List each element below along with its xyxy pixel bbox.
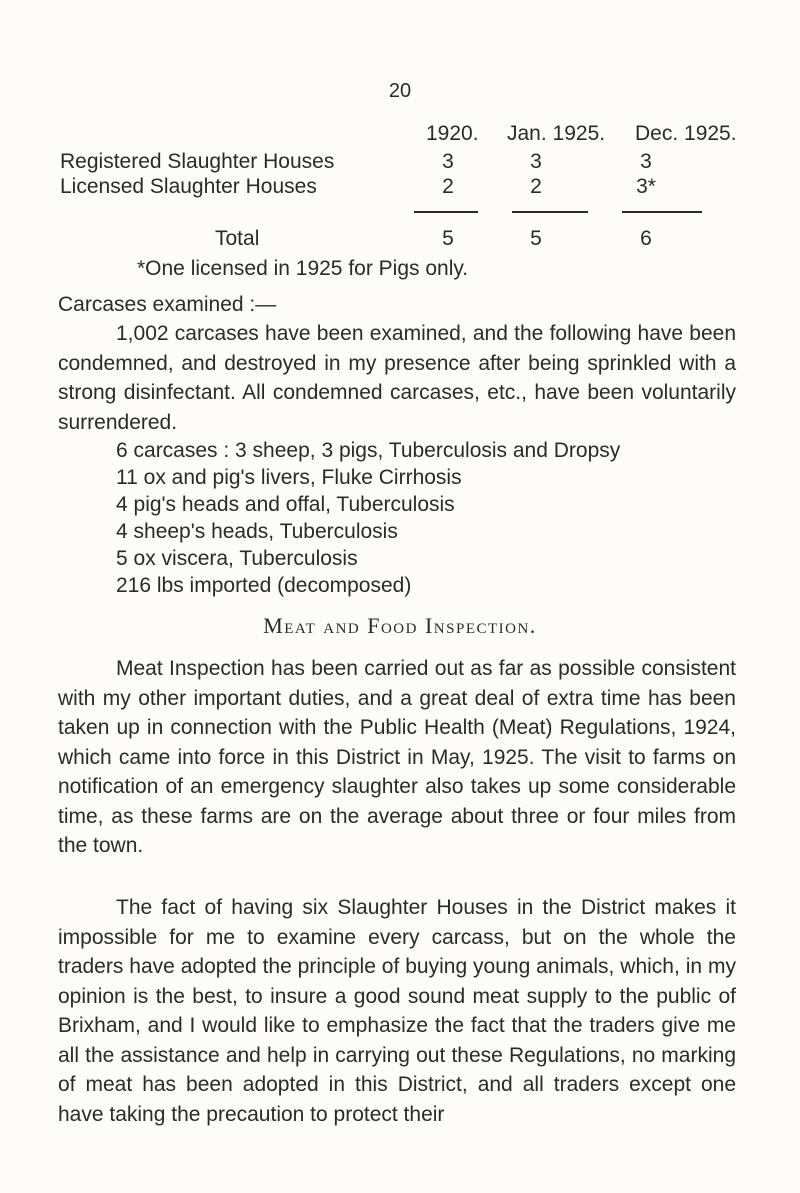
section-heading [0,613,800,639]
condemned-list [116,437,620,599]
page-number: 20 [388,80,412,102]
cell-value: 3 [530,150,542,173]
list-item: 5 ox viscera, Tuberculosis [116,547,358,570]
list-item: 11 ox and pig's livers, Fluke Cirrhosis [116,466,462,489]
carcases-heading: Carcases examined :— [58,293,277,316]
cell-value: 2 [530,175,542,198]
total-rule [512,211,588,213]
cell-value: 2 [442,175,454,198]
row-label: Licensed Slaughter Houses [60,175,317,198]
carcases-paragraph [58,319,736,437]
list-item: 4 sheep's heads, Tuberculosis [116,520,398,543]
paragraph-text: Meat Inspection has been carried out as far as possible consistent with my other important duties, and a great deal of extra time has been taken up in connection with the Public Health (Meat) Regulations, 1924, which came into force in this District in May, 1925. The visit to farms on notification of an emergency slaughter also takes up some considerable time, as these farms are on the average about three or four miles from the town. [58,657,736,857]
list-item: 216 lbs imported (decomposed) [116,574,412,597]
section-paragraph [58,893,736,1129]
column-header-dec-1925: Dec. 1925. [635,122,737,145]
table-header-row [60,122,760,148]
table-footnote: *One licensed in 1925 for Pigs only. [137,257,469,280]
list-item: 4 pig's heads and offal, Tuberculosis [116,493,455,516]
section-title: Meat and Food Inspection. [263,613,537,638]
section-paragraph [58,654,736,861]
total-value: 5 [530,227,542,250]
table-total-row [60,227,760,253]
cell-value: 3 [442,150,454,173]
cell-value: 3* [636,175,656,198]
row-label: Registered Slaughter Houses [60,150,335,173]
total-value: 6 [640,227,652,250]
total-label: Total [215,227,260,250]
cell-value: 3 [640,150,652,173]
column-header-1920: 1920. [426,122,479,145]
list-item: 6 carcases : 3 sheep, 3 pigs, Tuberculosis and Dropsy [116,439,621,462]
paragraph-text: 1,002 carcases have been examined, and the following have been condemned, and destroyed in my presence after being sprinkled with a strong disinfectant. All condemned carcases, etc., have been voluntarily surrendered. [58,322,736,434]
column-header-jan-1925: Jan. 1925. [507,122,606,145]
table-row [60,175,760,201]
table-row [60,150,760,176]
total-value: 5 [442,227,454,250]
paragraph-text: The fact of having six Slaughter Houses in the District makes it impossible for me to examine every carcass, but on the whole the traders have adopted the principle of buying young animals, which, in my opinion is the best, to insure a good sound meat supply to the public of Brixham, and I would like to emphasize the fact that the traders give me all the assistance and help in carrying out these Regulations, no marking of meat has been adopted in this District, and all traders except one have taking the precaution to protect their [58,896,736,1126]
total-rule [622,211,702,213]
total-rule [414,211,478,213]
